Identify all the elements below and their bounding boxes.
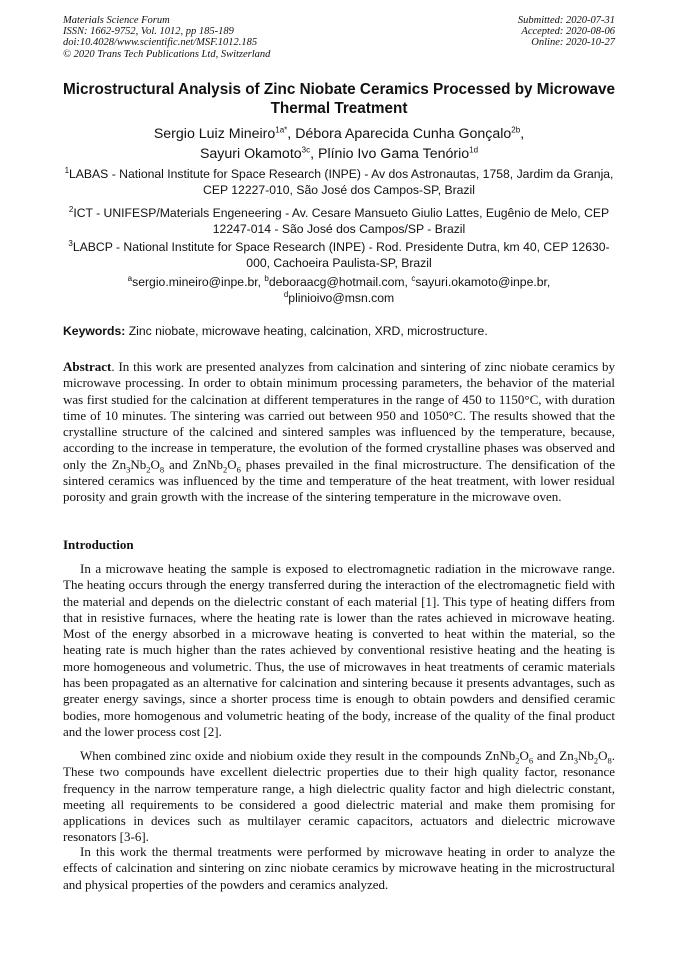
affiliation-number: 1 (64, 165, 70, 175)
formula-part: O (150, 456, 160, 472)
author-affiliation-mark: 1d (469, 145, 479, 155)
affiliation-text: LABCP - National Institute for Space Research (INPE) - Rod. Presidente Dutra, km 40, CEP 12630-000, Cachoeira Paulista-SP, Brazil (72, 240, 610, 270)
copyright-line: © 2020 Trans Tech Publications Ltd, Switzerland (63, 48, 271, 60)
formula-part: Zn (111, 456, 127, 472)
email-mark: b (264, 273, 269, 283)
affiliation-3 (63, 239, 615, 271)
formula-subscript: 6 (528, 755, 534, 766)
journal-name: Materials Science Forum (63, 15, 170, 26)
author-name: Débora Aparecida Cunha Gonçalo (295, 126, 512, 142)
email-address[interactable]: plinioivo@msn.com (288, 291, 395, 305)
affiliation-2 (63, 205, 615, 237)
submitted-date: Submitted: 2020-07-31 (517, 15, 615, 26)
formula-part: Nb (130, 456, 147, 472)
author-affiliation-mark: 1a* (275, 125, 288, 135)
abstract-label: Abstract (63, 359, 112, 374)
keywords-label: Keywords: (63, 324, 126, 338)
email-mark: d (283, 289, 289, 299)
formula-subscript: 6 (236, 464, 241, 475)
online-date: Online: 2020-10-27 (531, 37, 615, 49)
introduction-heading: Introduction (63, 537, 134, 552)
email-address[interactable]: deboraacg@hotmail.com, (268, 275, 408, 289)
formula-part: Zn (559, 748, 574, 763)
author-list: Sergio Luiz Mineiro$^{1a*}$, Débora Aparecida Cunha Gonçalo$^{2b}$, Sayuri Okamoto$^{3c}$, Plínio Ivo Gama Tenório$^{1d}$ (153, 125, 525, 162)
affiliation-number: 2 (68, 204, 74, 214)
email-mark: a (127, 273, 133, 283)
paper-title: Microstructural Analysis of Zinc Niobate Ceramics Processed by Microwave Thermal Treatment (63, 81, 616, 117)
keywords-line (63, 323, 615, 339)
affiliation-1 (63, 166, 615, 198)
formula-zn3nb2o8 (559, 748, 612, 766)
affiliation-number: 3 (68, 238, 73, 248)
formula-subscript: 2 (515, 755, 520, 766)
affiliation-text: LABAS - National Institute for Space Research (INPE) - Av dos Astronautas, 1758, Jardim da Granja, CEP 12227-010, São José dos Campos-SP, Brazil (69, 167, 614, 197)
intro-paragraph-2 (63, 748, 615, 846)
formula-subscript: 2 (593, 755, 599, 766)
author-emails (63, 274, 615, 306)
author-name: Plínio Ivo Gama Tenório (318, 146, 470, 162)
paragraph-text: and (533, 748, 560, 763)
formula-znnb2o6 (484, 748, 534, 766)
email-mark: c (411, 273, 416, 283)
paragraph-text: When combined zinc oxide and niobium oxide they result in the compounds (80, 748, 485, 763)
intro-paragraph-1: In a microwave heating the sample is exposed to electromagnetic radiation in the microwave range. The heating occurs through the energy transferred during the interaction of the electromagnetic field with the material and depends on the dielectric constant of each material [1]. This type of heating differs from that in resistive furnaces, where the heating rate is lower than the rates achieved in microwave heating. Most of the energy absorbed in a microwave heating is converted to heat within the material, so the heating rate is much higher than the rates achieved by conventional resistive heating and the heating is more homogeneous and volumetric. Thus, the use of microwaves in heat treatments of ceramic materials has been propagated as an alternative for calcination and sintering because it presents advantages, such as greater energy savings, since a shorter process time is enough to obtain powders and densified ceramic bodies, more homogenous and volumetric heating of the body, increase of the quality of the final product and the lower process cost [2]. (63, 561, 615, 739)
formula-subscript: 3 (573, 755, 578, 766)
author-name: Sergio Luiz Mineiro (153, 126, 276, 142)
email-address[interactable]: sayuri.okamoto@inpe.br, (415, 275, 551, 289)
submission-dates (518, 15, 615, 49)
formula-subscript: 8 (607, 755, 612, 766)
journal-info (63, 15, 270, 60)
author-affiliation-mark: 3c (301, 145, 311, 155)
formula-part: Nb (577, 748, 594, 763)
formula-subscript: 3 (126, 464, 131, 475)
author-name: Sayuri Okamoto (199, 146, 302, 162)
formula-znnb2o6 (192, 456, 241, 475)
issn-line: ISSN: 1662-9752, Vol. 1012, pp 185-189 (63, 26, 234, 38)
formula-subscript: 2 (146, 464, 151, 475)
abstract-text: phases prevailed in the final microstructure. The densification of the sintered ceramics was influenced by the time and temperature of the heat treatment, with lower residual porosity and grain growth with the increase of the sintering temperature in the microwave oven. (63, 456, 615, 505)
formula-part: O (519, 748, 529, 763)
formula-subscript: 2 (222, 464, 228, 475)
formula-part: O (227, 456, 237, 472)
formula-part: ZnNb (192, 456, 223, 472)
abstract-text: and (164, 456, 193, 472)
formula-part: O (598, 748, 608, 763)
formula-zn3nb2o8 (111, 456, 165, 475)
email-address[interactable]: sergio.mineiro@inpe.br, (132, 275, 262, 289)
doi-line: doi:10.4028/www.scientific.net/MSF.1012.185 (63, 37, 258, 49)
formula-subscript: 8 (159, 464, 165, 475)
abstract-text: . In this work are presented analyzes from calcination and sintering of zinc niobate ceramics by microwave processing. In order to obtain minimum processing parameters, the behavior of the material was first studied for the calcination at different temperatures in the range of 450 to 1150°C, with duration time of 10 minutes. The sintering was carried out between 950 and 1050°C. The results showed that the crystalline structure of the calcined and sintered samples was influenced by the temperature, because, according to the increase in temperature, the evolution of the formed crystalline phases was observed and only the (63, 359, 615, 472)
affiliation-text: ICT - UNIFESP/Materials Engeneering - Av. Cesare Mansueto Giulio Lattes, Eugênio de Melo, CEP 12247-014 - São José dos Campos/SP - Brazil (73, 206, 610, 236)
paragraph-text: . These two compounds have excellent dielectric properties due to their high quality factor, resonance frequency in the narrow temperature range, a high dielectric quality factor and high dielectric constant, meeting all requirements to be considered a good dielectric material and make them promising for applications in devices such as multilayer ceramic capacitors, actuators and dielectric microwave resonators [3-6]. (63, 748, 615, 845)
abstract-paragraph (63, 359, 615, 506)
accepted-date: Accepted: 2020-08-06 (521, 26, 615, 38)
author-affiliation-mark: 2b (511, 125, 521, 135)
formula-part: ZnNb (484, 748, 516, 763)
keywords-text: Zinc niobate, microwave heating, calcination, XRD, microstructure. (128, 324, 488, 338)
intro-paragraph-3: In this work the thermal treatments were performed by microwave heating in order to analyze the effects of calcination and sintering on zinc niobate ceramics by microwave heating in the microstructural and physical properties of the powders and ceramics analyzed. (63, 844, 615, 892)
